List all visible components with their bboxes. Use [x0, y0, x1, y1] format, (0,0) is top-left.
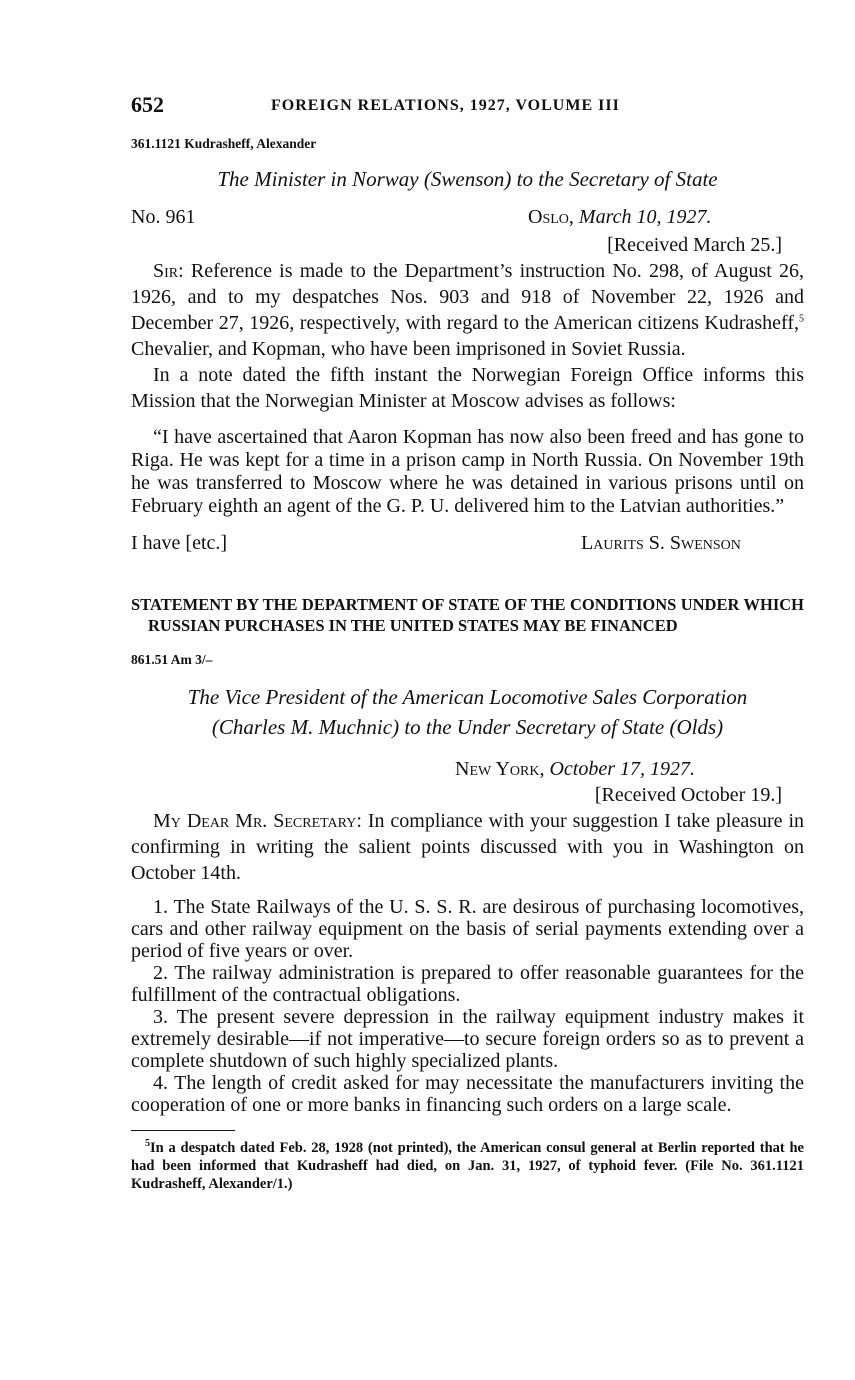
- date: March 10, 1927.: [578, 206, 712, 228]
- received-note: [Received October 19.]: [594, 784, 782, 806]
- numbered-list: [131, 896, 804, 1116]
- despatch-number: No. 961: [131, 206, 196, 228]
- paragraph-text: Chevalier, and Kopman, who have been imprisoned in Soviet Russia.: [131, 338, 686, 360]
- block-quote: “I have ascertained that Aaron Kopman has now also been freed and has gone to Riga. He was kept for a time in a prison camp in North Russia. On November 19th he was transferred to Moscow where he was detained in various prisons until on February eighth an agent of the G. P. U. delivered him to the Latvian authorities.”: [131, 426, 804, 517]
- document-page: [131, 92, 804, 1193]
- section-heading: STATEMENT BY THE DEPARTMENT OF STATE OF THE CONDITIONS UNDER WHICH RUSSIAN PURCHASES IN THE UNITED STATES MAY BE FINANCED: [131, 595, 804, 635]
- list-item: 4. The length of credit asked for may necessitate the manufacturers inviting the cooperation of one or more banks in financing such orders on a large scale.: [131, 1072, 804, 1116]
- paragraph: Sir: Reference is made to the Department’s instruction No. 298, of August 26, 1926, and to my despatches Nos. 903 and 918 of November 22, 1926 and December 27, 1926, respectively, with regard to the American citizens Kudrasheff,$^5$ Chevalier, and Kopman, who have been imprisoned in Soviet Russia.: [131, 260, 805, 360]
- footnote-divider: [131, 1130, 235, 1131]
- document-heading: The Minister in Norway (Swenson) to the Secretary of State: [217, 167, 718, 191]
- paragraph-text: Reference is made to the Department’s instruction No. 298, of August 26, 1926, and to my despatches Nos. 903 and 918 of November 22, 1926 and December 27, 1926, respectively, with regard to the American citizens Kudrasheff,: [131, 260, 805, 334]
- place: Oslo: [528, 206, 569, 228]
- signature: Laurits S. Swenson: [581, 532, 741, 554]
- running-title: FOREIGN RELATIONS, 1927, VOLUME III: [271, 97, 620, 114]
- place-date: Oslo, March 10, 1927.: [528, 206, 712, 228]
- salutation: My Dear Mr. Secretary: [153, 810, 357, 832]
- document-heading: [131, 682, 804, 742]
- closing: I have [etc.]: [131, 532, 228, 554]
- footnote-marker: 5: [799, 313, 804, 325]
- paragraph: In a note dated the fifth instant the Norwegian Foreign Office informs this Mission that the Norwegian Minister at Moscow advises as follows:: [131, 364, 804, 412]
- received-note: [Received March 25.]: [607, 234, 782, 256]
- footnote: [131, 1139, 804, 1193]
- signoff: [131, 532, 804, 558]
- salutation: Sir: [153, 260, 179, 282]
- file-reference: 861.51 Am 3/–: [131, 652, 213, 667]
- place: New York: [455, 758, 540, 780]
- page-number: 652: [131, 92, 164, 117]
- footnote-text: In a despatch dated Feb. 28, 1928 (not printed), the American consul general at Berlin reported that he had been informed that Kudrasheff had died, on Jan. 31, 1927, of typhoid fever. (File No. 361.1121 Kudrasheff, Alexander/1.): [131, 1140, 804, 1192]
- paragraph-text: In compliance with your suggestion I take pleasure in confirming in writing the salient points discussed with you in Washington on October 14th.: [131, 810, 804, 884]
- dateline: [131, 206, 804, 232]
- list-item: 2. The railway administration is prepared to offer reasonable guarantees for the fulfillment of the contractual obligations.: [131, 962, 804, 1006]
- list-item: 1. The State Railways of the U. S. S. R. are desirous of purchasing locomotives, cars and other railway equipment on the basis of serial payments extending over a period of five years or over.: [131, 896, 804, 962]
- footnote-marker: 5: [145, 1138, 150, 1150]
- running-header: [131, 92, 804, 122]
- list-item: 3. The present severe depression in the railway equipment industry makes it extremely desirable—if not imperative—to secure foreign orders so as to prevent a complete shutdown of such highly specialized plants.: [131, 1006, 804, 1072]
- date: October 17, 1927.: [549, 758, 696, 780]
- heading-line: The Vice President of the American Locomotive Sales Corporation: [187, 685, 748, 709]
- paragraph: My Dear Mr. Secretary: In compliance with your suggestion I take pleasure in confirming in writing the salient points discussed with you in Washington on October 14th.: [131, 810, 804, 884]
- heading-line: (Charles M. Muchnic) to the Under Secretary of State (Olds): [211, 715, 724, 739]
- file-reference: 361.1121 Kudrasheff, Alexander: [131, 136, 317, 151]
- place-date: New York, October 17, 1927.: [455, 758, 696, 780]
